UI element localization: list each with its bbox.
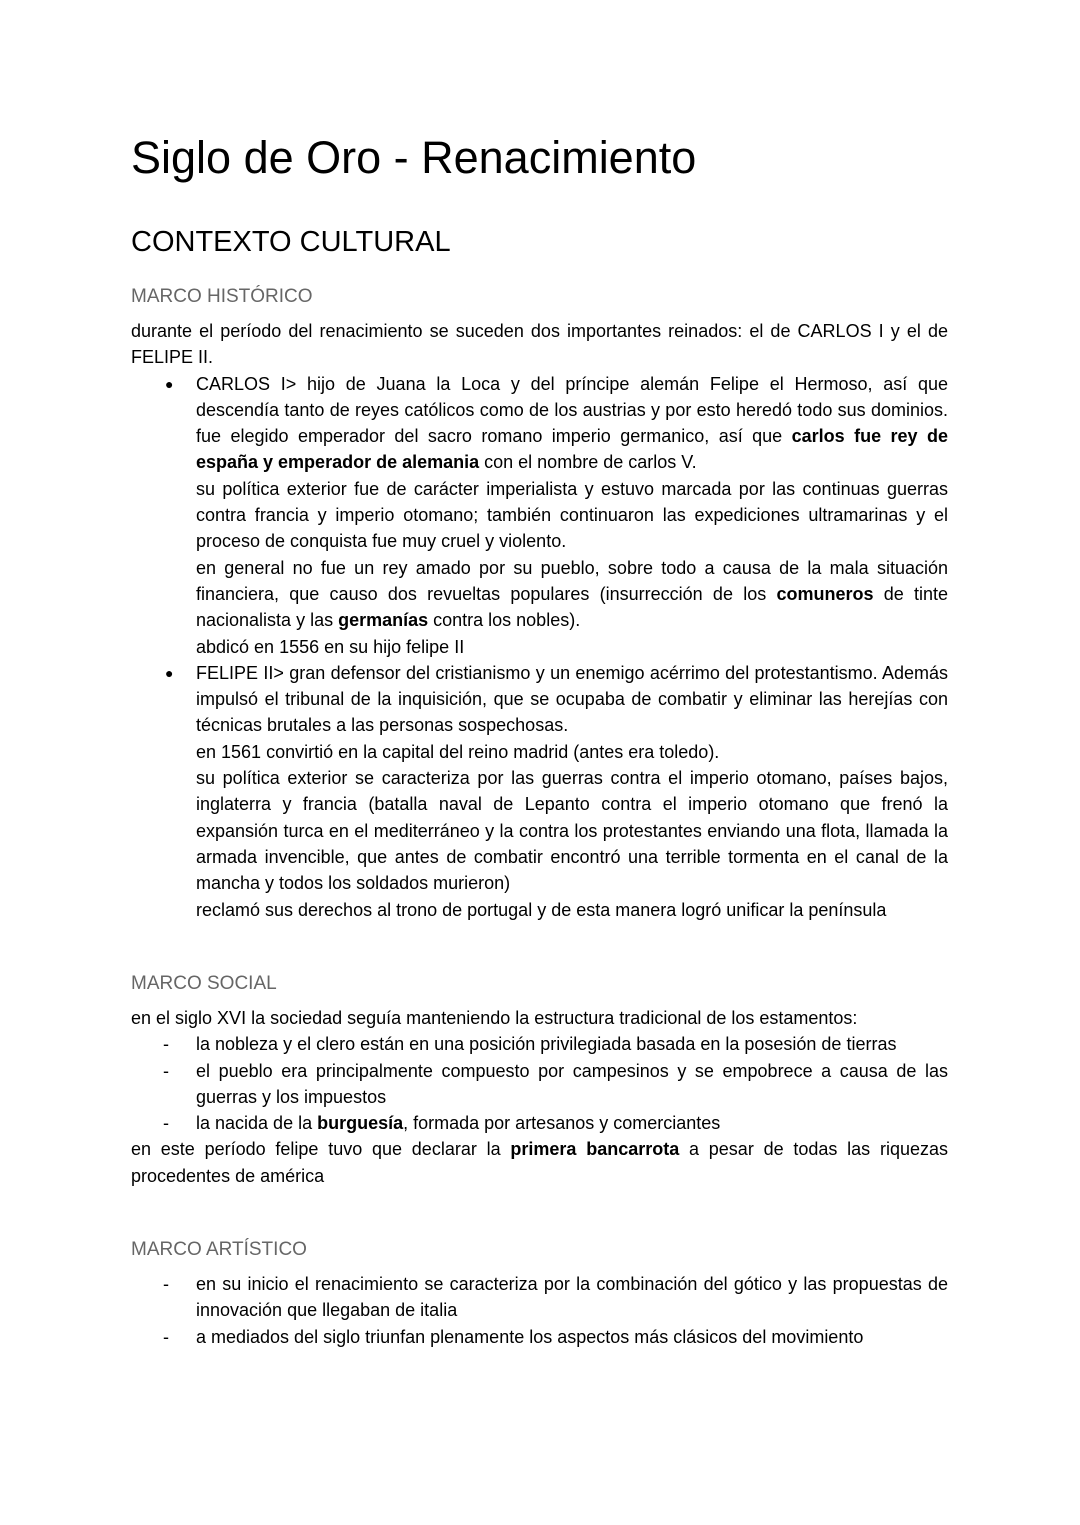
marco-social-heading: MARCO SOCIAL: [131, 973, 277, 994]
list-item-text: la nobleza y el clero están en una posición privilegiada basada en la posesión de tierras: [196, 1034, 897, 1055]
dash-marker: -: [163, 1060, 169, 1081]
marco-historico-heading: MARCO HISTÓRICO: [131, 286, 313, 307]
carlos-paragraph-3: en general no fue un rey amado por su pueblo, sobre todo a causa de la mala situación financiera, que causo dos revueltas populares (insurrección de los comuneros de tinte nacionalista y las germanías contra los nobles).: [196, 557, 949, 631]
list-item-text: a mediados del siglo triunfan plenamente los aspectos más clásicos del movimiento: [196, 1326, 864, 1347]
estamentos-list: [131, 1031, 948, 1136]
carlos-paragraph-1: CARLOS I> hijo de Juana la Loca y del príncipe alemán Felipe el Hermoso, así que descendía tanto de reyes católicos como de los austrias y por esto heredó todo sus dominios. fue elegido emperador del sacro romano imperio germanico, así que carlos fue rey de españa y emperador de alemania con el nombre de carlos V.: [196, 373, 948, 473]
bold-text: burguesía: [317, 1113, 404, 1134]
felipe-paragraph-3: su política exterior se caracteriza por las guerras contra el imperio otomano, países bajos, inglaterra y francia (batalla naval de Lepanto contra el imperio otomano que frenó la expansión turca en el mediterráneo y la contra los protestantes enviando una flota, llamada la armada invencible, que antes de combatir encontró una terrible tormenta en el canal de la mancha y todos los soldados murieron): [196, 768, 948, 894]
list-item: [131, 1031, 948, 1057]
bold-text: primera bancarrota: [510, 1139, 680, 1160]
dash-marker: -: [163, 1274, 169, 1294]
list-item: [131, 1110, 948, 1136]
artistico-list: [131, 1271, 948, 1350]
dash-marker: -: [163, 1326, 169, 1347]
marco-artistico-section: [131, 1237, 948, 1350]
list-item: [131, 1271, 948, 1324]
list-item-felipe: [131, 660, 948, 923]
carlos-paragraph-4: abdicó en 1556 en su hijo felipe II: [196, 636, 465, 657]
list-item-text: la nacida de la burguesía, formada por artesanos y comerciantes: [196, 1113, 721, 1134]
bold-text: comuneros: [776, 583, 874, 604]
rulers-list: [131, 371, 948, 923]
list-item: [131, 1058, 948, 1111]
bold-text: germanías: [338, 610, 429, 631]
marco-social-section: [131, 971, 948, 1189]
list-item: [131, 1324, 948, 1350]
bullet-marker: ●: [165, 664, 174, 681]
felipe-paragraph-1: FELIPE II> gran defensor del cristianismo y un enemigo acérrimo del protestantismo. Además impulsó el tribunal de la inquisición, que se ocupaba de combatir y eliminar las herejías con técnicas brutales a las personas sospechosas.: [196, 662, 948, 736]
carlos-paragraph-2: su política exterior fue de carácter imperialista y estuvo marcada por las continuas guerras contra francia y imperio otomano; también continuaron las expediciones ultramarinas y el proceso de conquista fue muy cruel y violento.: [196, 478, 948, 552]
section-heading: CONTEXTO CULTURAL: [131, 226, 451, 258]
list-item-carlos: [131, 371, 948, 660]
bold-text: carlos fue rey de españa y emperador de alemania: [196, 426, 948, 473]
marco-historico-intro: durante el período del renacimiento se suceden dos importantes reinados: el de CARLOS I y el de FELIPE II.: [131, 321, 948, 368]
marco-historico-section: [131, 284, 948, 923]
bullet-marker: ●: [165, 375, 174, 392]
felipe-paragraph-2: en 1561 convirtió en la capital del reino madrid (antes era toledo).: [196, 741, 720, 762]
felipe-paragraph-4: reclamó sus derechos al trono de portugal y de esta manera logró unificar la península: [196, 899, 887, 920]
dash-marker: -: [163, 1034, 169, 1055]
marco-social-intro: en el siglo XVI la sociedad seguía manteniendo la estructura tradicional de los estamentos:: [131, 1008, 858, 1028]
page-title: Siglo de Oro - Renacimiento: [131, 132, 697, 183]
list-item-text: el pueblo era principalmente compuesto por campesinos y se empobrece a causa de las guerras y los impuestos: [196, 1060, 948, 1107]
marco-social-outro: en este período felipe tuvo que declarar la primera bancarrota a pesar de todas las riquezas procedentes de américa: [131, 1139, 948, 1186]
marco-artistico-heading: MARCO ARTÍSTICO: [131, 1239, 307, 1260]
dash-marker: -: [163, 1113, 169, 1134]
list-item-text: en su inicio el renacimiento se caracteriza por la combinación del gótico y las propuestas de innovación que llegaban de italia: [196, 1274, 948, 1321]
